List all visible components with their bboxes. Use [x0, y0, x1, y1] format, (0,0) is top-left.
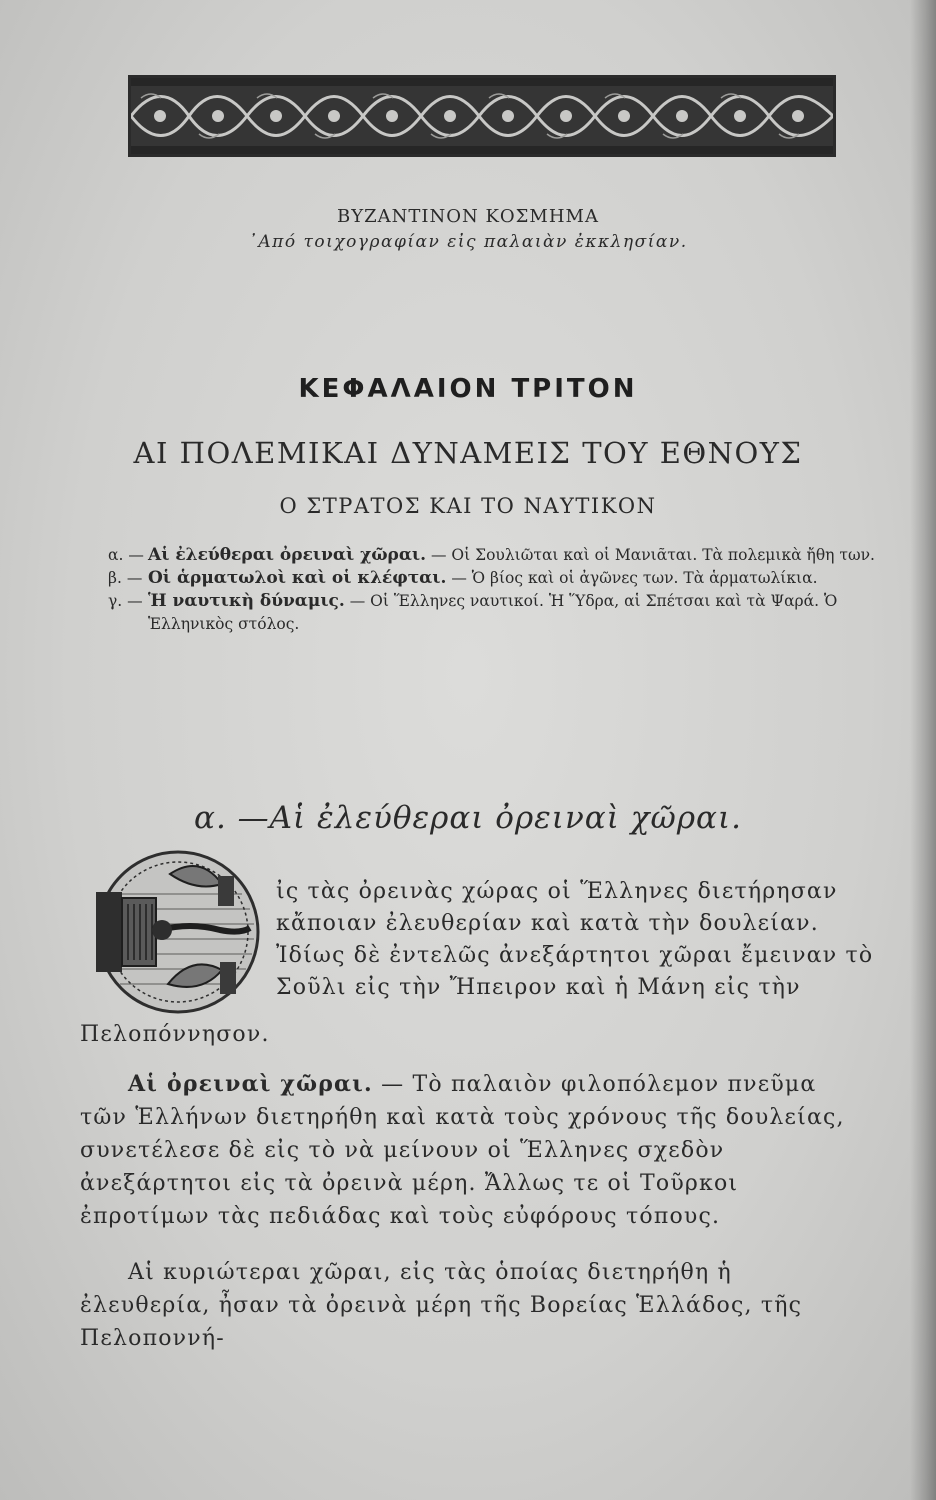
chapter-heading: ΑΙ ΠΟΛΕΜΙΚΑΙ ΔΥΝΑΜΕΙΣ ΤΟΥ ΕΘΝΟΥΣ	[133, 436, 803, 470]
byzantine-ornament-banner	[128, 75, 836, 157]
chapter-label: ΚΕΦΑΛΑΙΟΝ ΤΡΙΤΟΝ	[298, 374, 638, 404]
contents-item	[108, 544, 888, 567]
contents-text: — Ὁ βίος καὶ οἱ ἀγῶνες των. Τὰ ἁρματωλίκια.	[446, 569, 818, 587]
contents-item	[108, 590, 888, 636]
contents-marker: γ. —	[108, 592, 143, 610]
contents-title: Αἱ ἐλεύθεραι ὀρειναὶ χῶραι.	[148, 545, 427, 565]
contents-marker: α. —	[108, 546, 144, 564]
contents-item	[108, 567, 888, 590]
paragraph-opening-tail: Πελοπόννησον.	[80, 1022, 270, 1047]
section-title: α. —Αἱ ἐλεύθεραι ὀρειναὶ χῶραι.	[194, 800, 742, 836]
ornament-caption-title: ΒΥΖΑΝΤΙΝΟΝ ΚΟΣΜΗΜΑ	[337, 206, 599, 227]
ornament-caption-source: ᾿Από τοιχογραφίαν εἰς παλαιὰν ἐκκλησίαν.	[248, 232, 688, 252]
chapter-contents	[108, 544, 888, 636]
paragraph-main-regions: Αἱ κυριώτεραι χῶραι, εἰς τὰς ὁποίας διετηρήθη ἡ ἐλευθερία, ἦσαν τὰ ὀρεινὰ μέρη τῆς Βορείας Ἑλλάδος, τῆς Πελοποννή-	[80, 1260, 803, 1351]
contents-title: Οἱ ἁρματωλοὶ καὶ οἱ κλέφται.	[148, 568, 447, 588]
contents-text: — Οἱ Σουλιῶται καὶ οἱ Μανιᾶται. Τὰ πολεμικὰ ἤθη των.	[426, 546, 875, 564]
contents-title: Ἡ ναυτικὴ δύναμις.	[148, 591, 345, 611]
contents-marker: β. —	[108, 569, 143, 587]
decorated-initial-E	[82, 834, 264, 1020]
contents-text: — Οἱ Ἕλληνες ναυτικοί. Ἡ Ὕδρα, αἱ Σπέτσαι καὶ τὰ Ψαρά. Ὁ Ἑλληνικὸς στόλος.	[148, 592, 838, 633]
paragraph-mountain-regions	[80, 1068, 870, 1233]
paragraph-runin-title: Αἱ ὀρειναὶ χῶραι.	[128, 1071, 373, 1097]
chapter-subheading: Ο ΣΤΡΑΤΟΣ ΚΑΙ ΤΟ ΝΑΥΤΙΚΟΝ	[279, 494, 657, 518]
paragraph-opening: ἰς τὰς ὀρεινὰς χώρας οἱ Ἕλληνες διετήρησαν κἄποιαν ἐλευθερίαν καὶ κατὰ τὴν δουλείαν. Ἰδίως δὲ ἐντελῶς ἀνεξάρτητοι χῶραι ἔμειναν τὸ Σοῦλι εἰς τὴν Ἤπειρον καὶ ἡ Μάνη εἰς τὴν	[276, 879, 874, 1000]
paragraph-text: — Τὸ παλαιὸν φιλοπόλεμον πνεῦμα τῶν Ἑλλήνων διετηρήθη καὶ κατὰ τοὺς χρόνους τῆς δουλείας, συνετέλεσε δὲ εἰς τὸ νὰ μείνουν οἱ Ἕλληνες σχεδὸν ἀνεξάρτητοι εἰς τὰ ὀρεινὰ μέρη. Ἄλλως τε οἱ Τοῦρκοι ἐπροτίμων τὰς πεδιάδας καὶ τοὺς εὐφόρους τόπους.	[80, 1072, 845, 1229]
